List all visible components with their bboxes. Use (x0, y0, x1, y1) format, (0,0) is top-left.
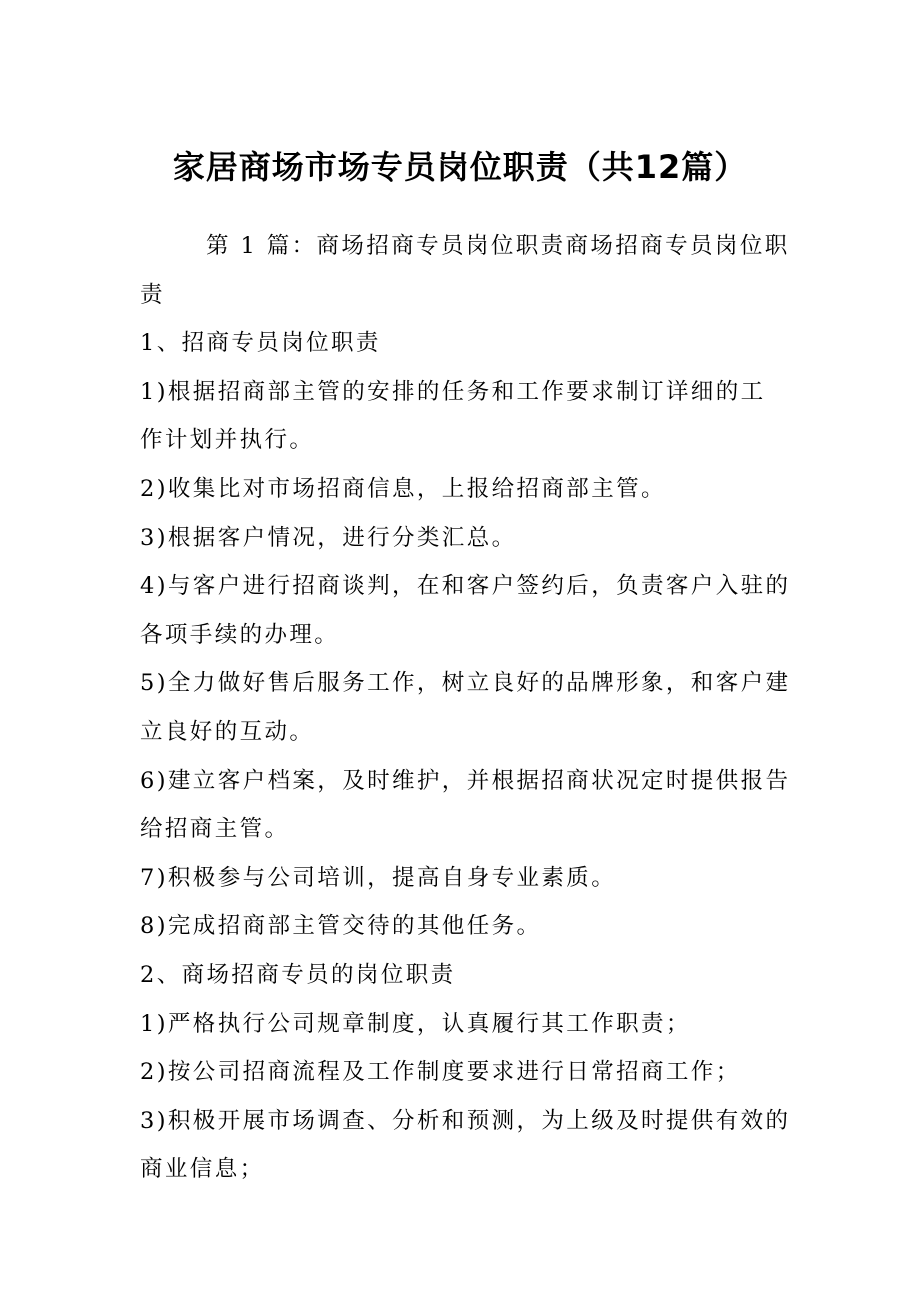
text-line: 作计划并执行。 (140, 427, 315, 454)
text-line: 4)与客户进行招商谈判，在和客户签约后，负责客户入驻的 (140, 573, 791, 600)
text-line: 2)按公司招商流程及工作制度要求进行日常招商工作； (140, 1059, 741, 1086)
document-body (140, 222, 791, 1194)
text-line: 3)积极开展市场调查、分析和预测，为上级及时提供有效的 (140, 1107, 791, 1134)
text-line: 8)完成招商部主管交待的其他任务。 (140, 913, 542, 940)
text-line: 1)根据招商部主管的安排的任务和工作要求制订详细的工 (140, 378, 766, 405)
text-line: 5)全力做好售后服务工作，树立良好的品牌形象，和客户建 (140, 670, 791, 697)
text-line: 商业信息； (140, 1156, 265, 1183)
text-line: 3)根据客户情况，进行分类汇总。 (140, 524, 517, 551)
section-heading: 2、商场招商专员的岗位职责 (140, 961, 456, 988)
text-line: 立良好的互动。 (140, 718, 315, 745)
text-line: 各项手续的办理。 (140, 621, 340, 648)
text-line: 6)建立客户档案，及时维护，并根据招商状况定时提供报告 (140, 767, 791, 794)
chapter-heading-line-1: 第 1 篇：商场招商专员岗位职责商场招商专员岗位职 (206, 233, 790, 259)
text-line: 2)收集比对市场招商信息，上报给招商部主管。 (140, 475, 666, 502)
section-heading: 1、招商专员岗位职责 (140, 330, 381, 357)
text-line: 给招商主管。 (140, 816, 290, 843)
document-title: 家居商场市场专员岗位职责（共12篇） (172, 148, 748, 186)
text-line: 1)严格执行公司规章制度，认真履行其工作职责； (140, 1010, 691, 1037)
text-line: 7)积极参与公司培训，提高自身专业素质。 (140, 864, 617, 891)
chapter-heading-line-2: 责 (140, 281, 165, 308)
